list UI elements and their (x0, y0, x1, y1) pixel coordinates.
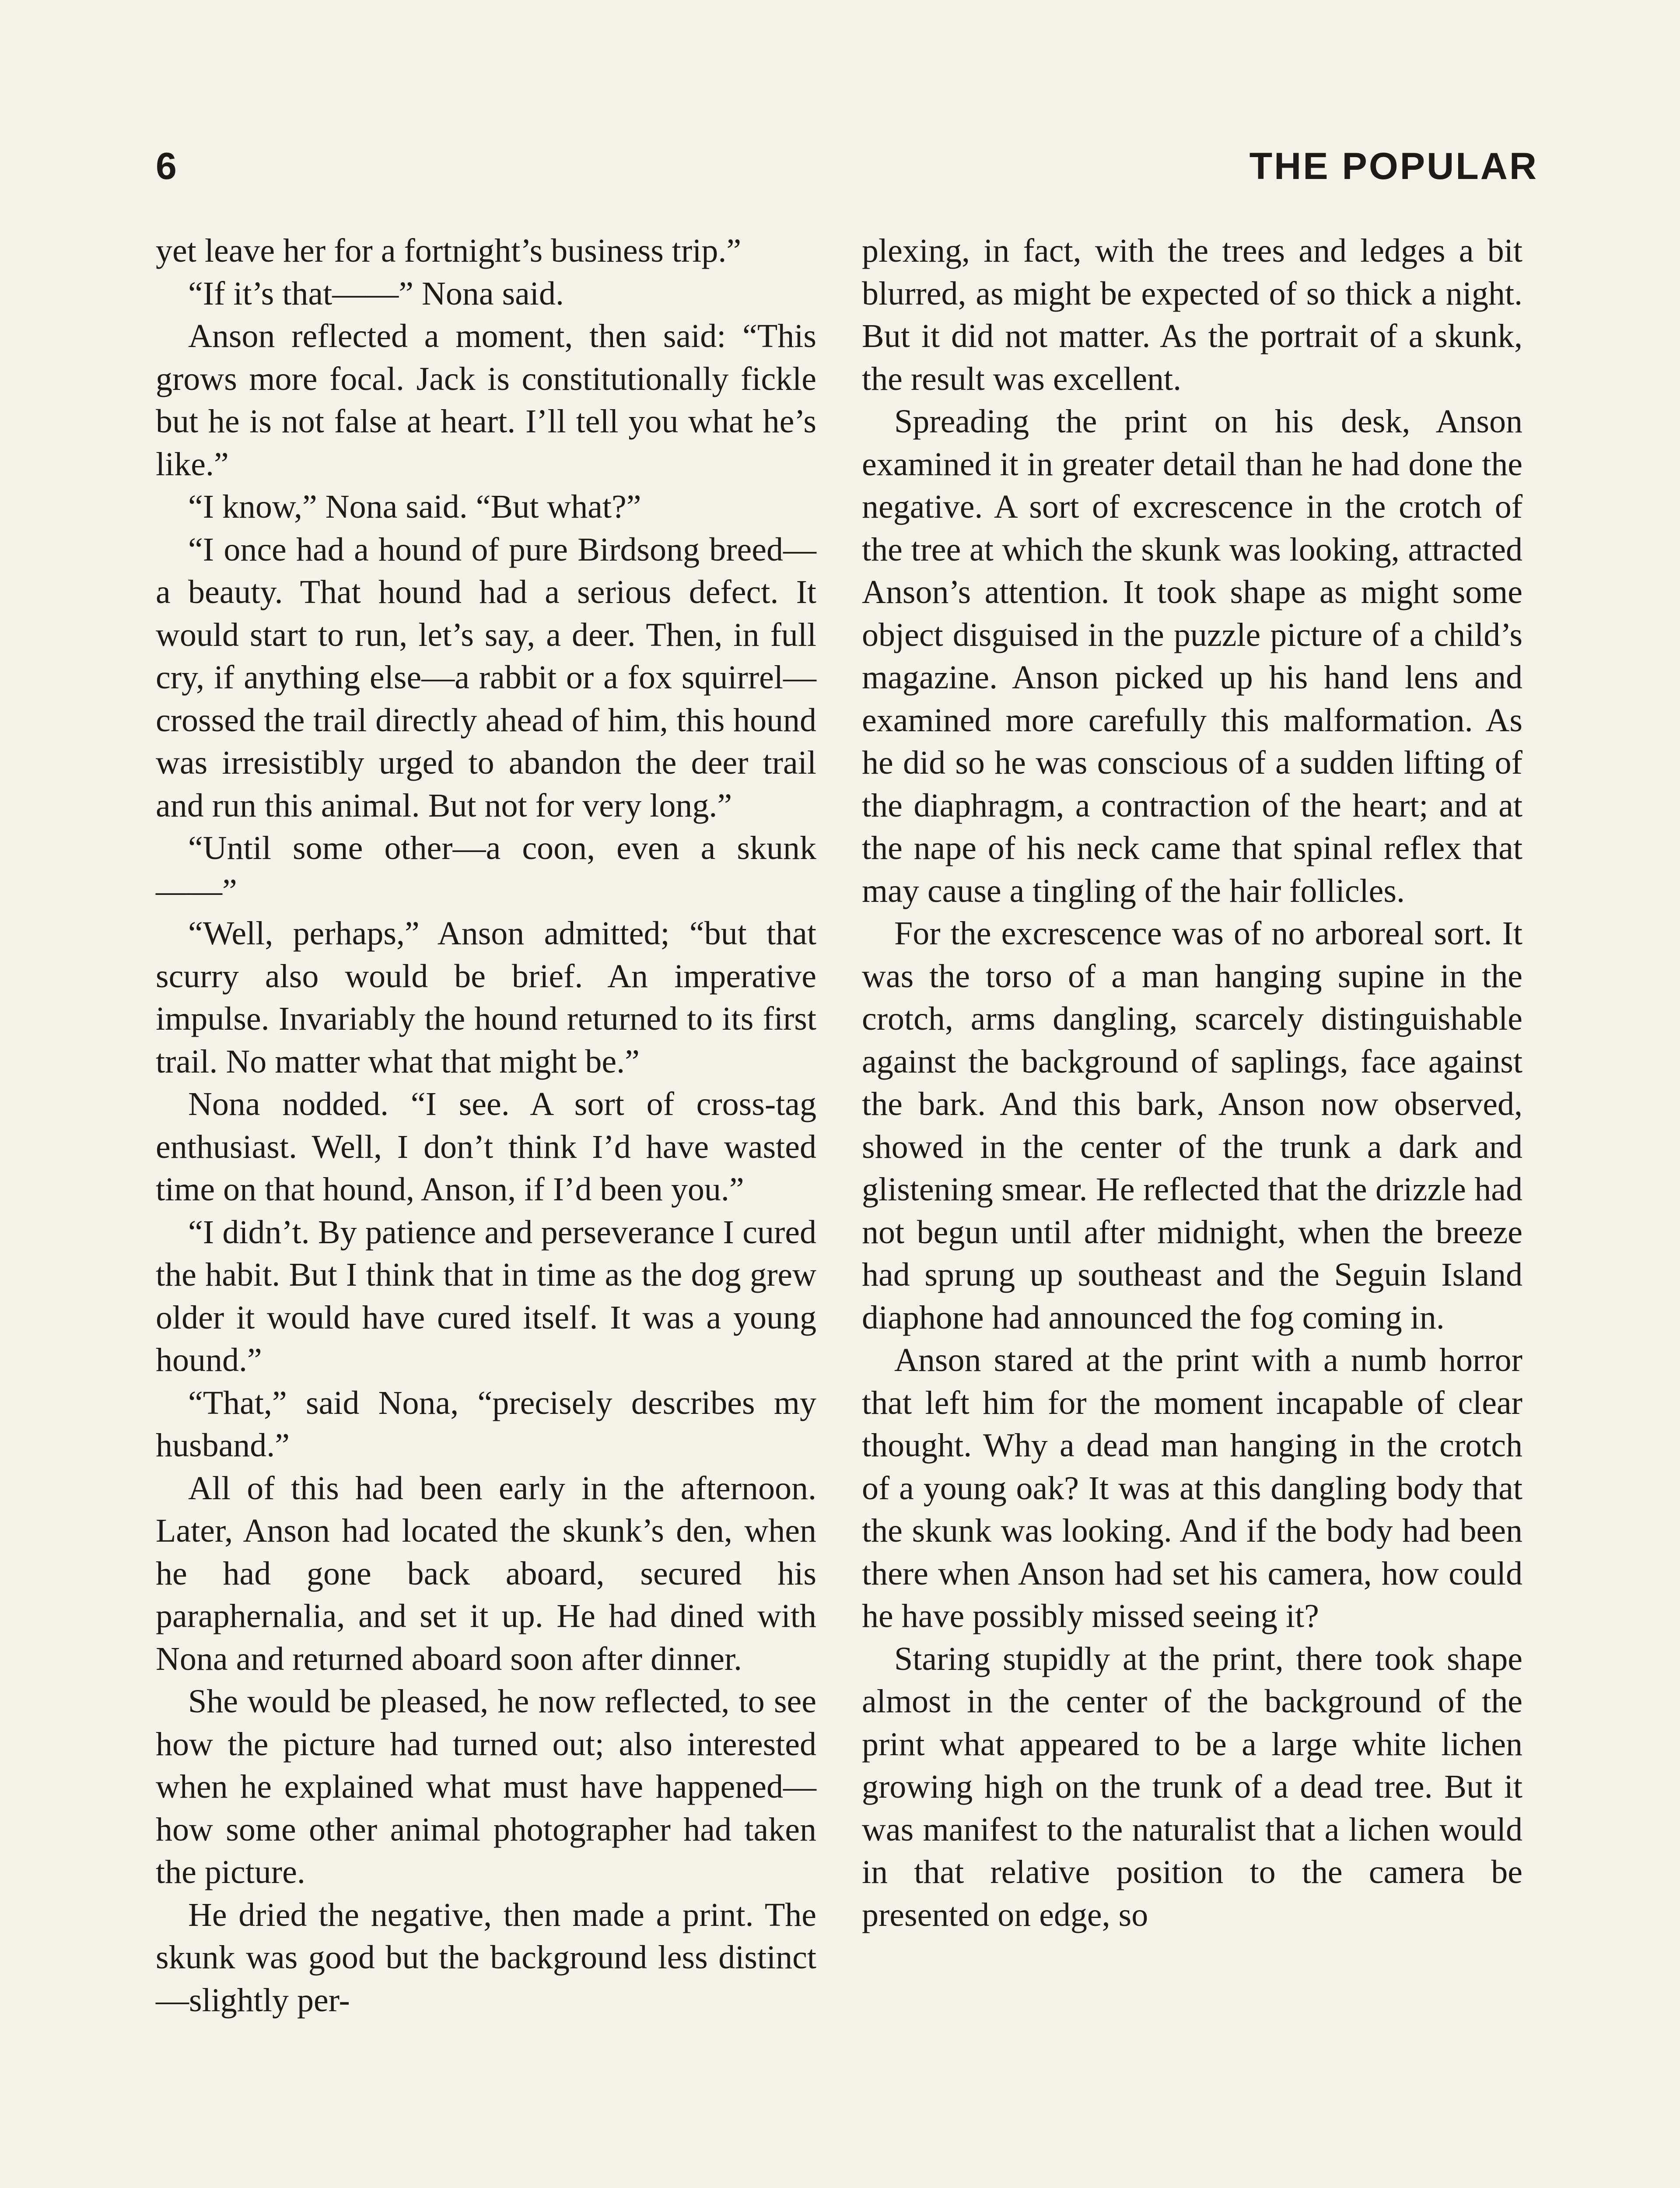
page-number: 6 (156, 145, 177, 187)
paragraph: Anson reflected a moment, then said: “This grows more focal. Jack is constitutionally fickle but he is not false at heart. I’ll tell you what he’s like.” (156, 318, 816, 483)
paragraph: She would be pleased, he now reflected, to see how the picture had turned out; also interested when he explained what must have happened—how some other animal photographer had taken the picture. (156, 1683, 816, 1890)
paragraph: “I once had a hound of pure Birdsong breed—a beauty. That hound had a serious defect. It would start to run, let’s say, a deer. Then, in full cry, if anything else—a rabbit or a fox squirrel—crossed the trail directly ahead of him, this hound was irresistibly urged to abandon the deer trail and run this animal. But not for very long.” (156, 531, 816, 824)
paragraph: yet leave her for a fortnight’s business trip.” (156, 232, 742, 269)
paragraph: “Until some other—a coon, even a skunk——” (156, 830, 816, 909)
paragraph: Nona nodded. “I see. A sort of cross-tag enthusiast. Well, I don’t think I’d have wasted time on that hound, Anson, if I’d been you.” (156, 1086, 816, 1208)
paragraph: “I didn’t. By patience and perseverance I cured the habit. But I think that in time as the dog grew older it would have cured itself. It was a young hound.” (156, 1213, 816, 1378)
paragraph: plexing, in fact, with the trees and ledges a bit blurred, as might be expected of so thick a night. But it did not matter. As the portrait of a skunk, the result was excellent. (862, 232, 1522, 397)
paragraph: “If it’s that——” Nona said. (188, 275, 564, 312)
paragraph: For the excrescence was of no arboreal sort. It was the torso of a man hanging supine in the crotch, arms dangling, scarcely distinguishable against the background of saplings, face against the bark. And this bark, Anson now observed, showed in the center of the trunk a dark and glistening smear. He reflected that the drizzle had not begun until after midnight, when the breeze had sprung up southeast and the Seguin Island diaphone had announced the fog coming in. (862, 915, 1522, 1336)
paragraph: Spreading the print on his desk, Anson examined it in greater detail than he had done the negative. A sort of excrescence in the crotch of the tree at which the skunk was looking, attracted Anson’s attention. It took shape as might some object disguised in the puzzle picture of a child’s magazine. Anson picked up his hand lens and examined more carefully this malformation. As he did so he was conscious of a sudden lifting of the diaphragm, a contraction of the heart; and at the nape of his neck came that spinal reflex that may cause a tingling of the hair follicles. (862, 403, 1522, 909)
paragraph: “That,” said Nona, “precisely describes my husband.” (156, 1384, 816, 1464)
paragraph: He dried the negative, then made a print. The skunk was good but the background less distinct—slightly per- (156, 1896, 816, 2019)
paragraph: All of this had been early in the afternoon. Later, Anson had located the skunk’s den, when he had gone back aboard, secured his paraphernalia, and set it up. He had dined with Nona and returned aboard soon after dinner. (156, 1469, 816, 1677)
paragraph: Anson stared at the print with a numb horror that left him for the moment incapable of clear thought. Why a dead man hanging in the crotch of a young oak? It was at this dangling body that the skunk was looking. And if the body had been there when Anson had set his camera, how could he have possibly missed seeing it? (862, 1342, 1522, 1634)
paragraph: “Well, perhaps,” Anson admitted; “but that scurry also would be brief. An imperative impulse. Invariably the hound returned to its first trail. No matter what that might be.” (156, 915, 816, 1080)
running-head: THE POPULAR (1249, 145, 1538, 187)
paragraph: “I know,” Nona said. “But what?” (188, 488, 641, 525)
paragraph: Staring stupidly at the print, there took shape almost in the center of the background of the print what appeared to be a large white lichen growing high on the trunk of a dead tree. But it was manifest to the naturalist that a lichen would in that relative position to the camera be presented on edge, so (862, 1640, 1522, 1933)
left-column (156, 230, 816, 2022)
right-column (862, 230, 1522, 1936)
page-header (156, 144, 1538, 197)
